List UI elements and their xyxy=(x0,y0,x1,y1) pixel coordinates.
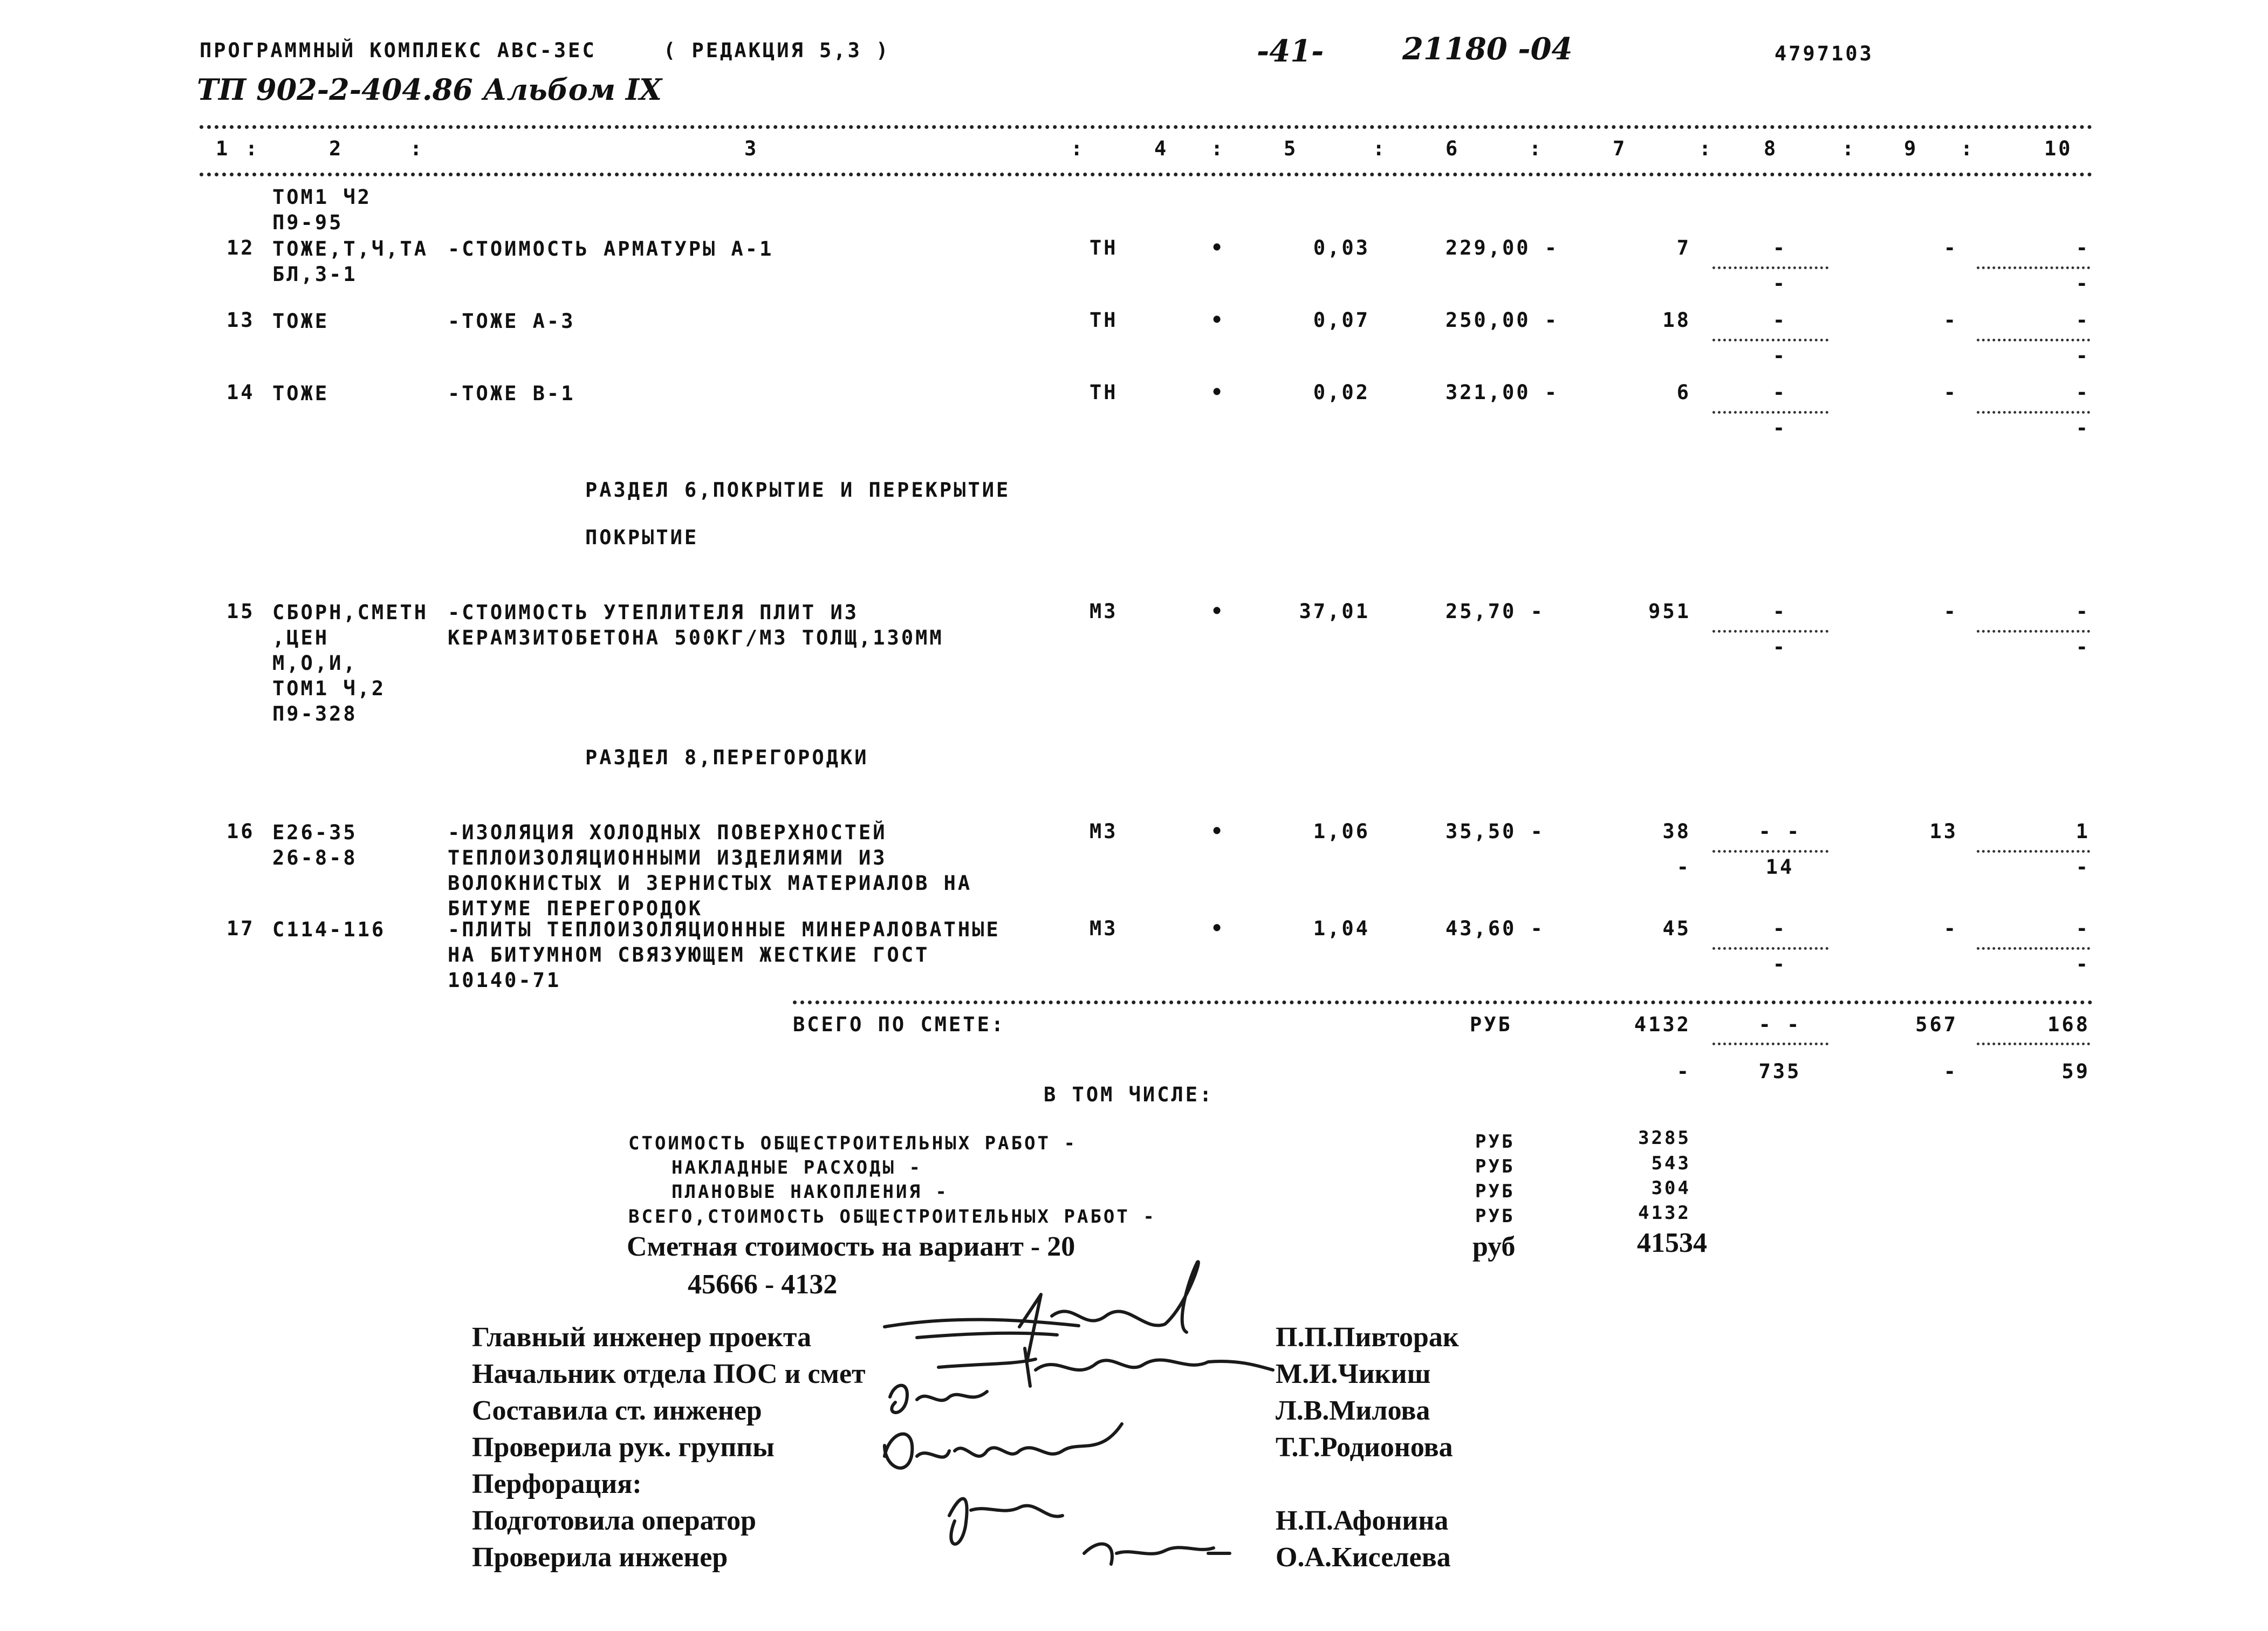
signature-role-perforation: Перфорация: xyxy=(472,1469,642,1499)
row-col7: 45 xyxy=(1662,917,1691,940)
row-unit-price: 35,50 - xyxy=(1445,820,1545,843)
variant-cost-unit: руб xyxy=(1472,1231,1516,1262)
column-header-2: 2 xyxy=(329,137,344,160)
summary-unit-overhead: РУБ xyxy=(1475,1156,1515,1177)
total-label: ВСЕГО ПО СМЕТЕ: xyxy=(793,1013,1006,1036)
row-quantity: 0,07 xyxy=(1313,309,1370,332)
row-unit: ТН xyxy=(1090,309,1118,332)
row-sub-col10: - xyxy=(2075,952,2090,976)
row-unit: ТН xyxy=(1090,381,1118,404)
column-separator: : xyxy=(245,137,260,160)
page-mark: -41- xyxy=(1257,33,1324,69)
signature-role-department-head: Начальник отдела ПОС и смет xyxy=(472,1359,866,1389)
row-col4-mark: • xyxy=(1211,309,1225,332)
total-sub-col10: 59 xyxy=(2061,1060,2090,1083)
row-reference: С114-116 xyxy=(272,918,386,941)
summary-value-total: 4132 xyxy=(1638,1202,1691,1224)
row-reference: Е26-35 26-8-8 xyxy=(272,821,358,869)
doc-number: 4797103 xyxy=(1774,42,1874,65)
row-col9: - xyxy=(1943,381,1958,404)
summary-value-planned: 304 xyxy=(1651,1177,1691,1199)
row-col7: 6 xyxy=(1676,381,1691,404)
total-sub-col8: 735 xyxy=(1758,1060,1801,1083)
column-separator: : xyxy=(1961,137,1975,160)
row-sub-col8: - xyxy=(1772,635,1787,659)
column-header-9: 9 xyxy=(1904,137,1918,160)
row-col8: - xyxy=(1772,381,1787,404)
row-col9: - xyxy=(1943,600,1958,623)
row-reference: ТОЖЕ xyxy=(272,382,330,405)
project-code: ТП 902-2-404.86 Альбом IX xyxy=(197,72,662,107)
row-number: 16 xyxy=(227,820,255,843)
row-col7: 951 xyxy=(1648,600,1691,623)
row-description: -СТОИМОСТЬ УТЕПЛИТЕЛЯ ПЛИТ ИЗ КЕРАМЗИТОБЕТОНА 500КГ/М3 ТОЛЩ,130ММ xyxy=(448,601,944,649)
signature-role-compiler: Составила ст. инженер xyxy=(472,1395,762,1426)
variant-cost-value: 41534 xyxy=(1637,1228,1707,1258)
variant-cost-label: Сметная стоимость на вариант - 20 xyxy=(627,1231,1075,1262)
summary-value-overhead: 543 xyxy=(1651,1153,1691,1174)
total-unit: РУБ xyxy=(1470,1013,1512,1036)
summary-unit-total: РУБ xyxy=(1475,1205,1515,1227)
doc-code: 21180 -04 xyxy=(1402,31,1573,67)
section-6-subtitle: ПОКРЫТИЕ xyxy=(585,526,699,549)
summary-line-overhead: НАКЛАДНЫЕ РАСХОДЫ - xyxy=(672,1157,922,1178)
row-sub-col10: - xyxy=(2075,635,2090,659)
column-header-1: 1 xyxy=(216,137,230,160)
row-sub-col10: - xyxy=(2075,855,2090,879)
total-col10: 168 xyxy=(2047,1013,2090,1036)
row-sub-col8: - xyxy=(1772,272,1787,295)
column-header-3: 3 xyxy=(744,137,759,160)
column-header-6: 6 xyxy=(1445,137,1460,160)
row-reference: СБОРН,СМЕТН ,ЦЕН М,О,И, ТОМ1 Ч,2 П9-328 xyxy=(272,601,429,725)
row-sub-col8: - xyxy=(1772,344,1787,367)
row-unit-price: 25,70 - xyxy=(1445,600,1545,623)
row-col9: - xyxy=(1943,236,1958,259)
row-description: -ТОЖЕ В-1 xyxy=(448,382,575,405)
row-col9: - xyxy=(1943,917,1958,940)
row-quantity: 1,04 xyxy=(1313,917,1370,940)
row-sub-col8: 14 xyxy=(1765,855,1794,879)
row-number: 13 xyxy=(227,309,255,332)
column-header-5: 5 xyxy=(1284,137,1298,160)
row-col10: - xyxy=(2075,236,2090,259)
row-quantity: 37,01 xyxy=(1299,600,1370,623)
summary-line-general: СТОИМОСТЬ ОБЩЕСТРОИТЕЛЬНЫХ РАБОТ - xyxy=(628,1133,1077,1154)
column-header-8: 8 xyxy=(1764,137,1778,160)
signature-checking-engineer xyxy=(1084,1544,1230,1564)
signature-chief-engineer xyxy=(885,1262,1198,1359)
row-col8: - xyxy=(1772,600,1787,623)
row-col4-mark: • xyxy=(1211,917,1225,940)
column-separator: : xyxy=(410,137,424,160)
signature-name-chief-engineer: П.П.Пивторак xyxy=(1276,1322,1459,1353)
row-col7: 18 xyxy=(1662,309,1691,332)
summary-line-total: ВСЕГО,СТОИМОСТЬ ОБЩЕСТРОИТЕЛЬНЫХ РАБОТ - xyxy=(628,1206,1156,1228)
signature-group-lead xyxy=(885,1424,1122,1468)
row-number: 15 xyxy=(227,600,255,623)
row-col8: - xyxy=(1772,917,1787,940)
section-6-title: РАЗДЕЛ 6,ПОКРЫТИЕ И ПЕРЕКРЫТИЕ xyxy=(585,478,1011,502)
row-quantity: 0,03 xyxy=(1313,236,1370,259)
calc-note: 45666 - 4132 xyxy=(688,1269,838,1300)
column-separator: : xyxy=(1529,137,1544,160)
row-unit-price: 229,00 - xyxy=(1445,236,1559,259)
row-col10: - xyxy=(2075,381,2090,404)
summary-value-general: 3285 xyxy=(1638,1127,1691,1149)
row-sub-col10: - xyxy=(2075,272,2090,295)
row-unit-price: 250,00 - xyxy=(1445,309,1559,332)
row-number: 14 xyxy=(227,381,255,404)
row-description: -ИЗОЛЯЦИЯ ХОЛОДНЫХ ПОВЕРХНОСТЕЙ ТЕПЛОИЗОЛЯЦИОННЫМИ ИЗДЕЛИЯМИ ИЗ ВОЛОКНИСТЫХ И ЗЕРНИСТЫХ МАТЕРИАЛОВ НА БИТУМЕ ПЕРЕГОРОДОК xyxy=(448,821,972,920)
row-col9: - xyxy=(1943,309,1958,332)
row-col10: - xyxy=(2075,309,2090,332)
signature-department-head xyxy=(938,1348,1273,1386)
row-description: -ТОЖЕ А-3 xyxy=(448,310,575,333)
total-sub-col9: - xyxy=(1943,1060,1958,1083)
summary-line-planned: ПЛАНОВЫЕ НАКОПЛЕНИЯ - xyxy=(672,1181,949,1203)
row-reference: ТОЖЕ,Т,Ч,ТА БЛ,3-1 xyxy=(272,237,429,286)
row-number: 17 xyxy=(227,917,255,940)
total-col8: - - xyxy=(1758,1013,1801,1036)
column-header-4: 4 xyxy=(1154,137,1169,160)
row-col8: - xyxy=(1772,236,1787,259)
signature-role-chief-engineer: Главный инженер проекта xyxy=(472,1322,812,1353)
row-sub-col10: - xyxy=(2075,344,2090,367)
row-sub-col8: - xyxy=(1772,416,1787,440)
row-unit: ТН xyxy=(1090,236,1118,259)
signature-name-checking-engineer: О.А.Киселева xyxy=(1276,1542,1451,1573)
row-col10: - xyxy=(2075,917,2090,940)
row-col4-mark: • xyxy=(1211,820,1225,843)
row-quantity: 1,06 xyxy=(1313,820,1370,843)
total-col9: 567 xyxy=(1915,1013,1958,1036)
row-sub-col10: - xyxy=(2075,416,2090,440)
program-title: ПРОГРАММНЫЙ КОМПЛЕКС АВС-3ЕС xyxy=(200,39,597,62)
row-unit-price: 43,60 - xyxy=(1445,917,1545,940)
row-quantity: 0,02 xyxy=(1313,381,1370,404)
column-header-10: 10 xyxy=(2044,137,2073,160)
column-separator: : xyxy=(1373,137,1387,160)
signature-role-checking-engineer: Проверила инженер xyxy=(472,1542,728,1573)
signature-name-operator: Н.П.Афонина xyxy=(1276,1505,1449,1536)
column-separator: : xyxy=(1071,137,1085,160)
row-col8: - - xyxy=(1758,820,1801,843)
row-description: -СТОИМОСТЬ АРМАТУРЫ А-1 xyxy=(448,237,774,261)
signature-role-operator: Подготовила оператор xyxy=(472,1505,757,1536)
row-sub-col7: - xyxy=(1676,855,1691,879)
row-col9: 13 xyxy=(1929,820,1958,843)
signature-operator xyxy=(949,1499,1063,1544)
row-col8: - xyxy=(1772,309,1787,332)
signature-compiler xyxy=(890,1386,987,1413)
row-unit: М3 xyxy=(1090,600,1118,623)
summary-unit-general: РУБ xyxy=(1475,1131,1515,1153)
section-8-title: РАЗДЕЛ 8,ПЕРЕГОРОДКИ xyxy=(585,746,869,769)
pre-row-reference: ТОМ1 Ч2 П9-95 xyxy=(272,186,372,234)
row-col4-mark: • xyxy=(1211,236,1225,259)
row-description: -ПЛИТЫ ТЕПЛОИЗОЛЯЦИОННЫЕ МИНЕРАЛОВАТНЫЕ НА БИТУМНОМ СВЯЗУЮЩЕМ ЖЕСТКИЕ ГОСТ 10140-71 xyxy=(448,918,1001,992)
column-header-7: 7 xyxy=(1613,137,1627,160)
column-separator: : xyxy=(1699,137,1714,160)
column-separator: : xyxy=(1842,137,1856,160)
row-unit-price: 321,00 - xyxy=(1445,381,1559,404)
column-separator: : xyxy=(1211,137,1225,160)
row-reference: ТОЖЕ xyxy=(272,310,330,333)
row-col10: 1 xyxy=(2075,820,2090,843)
row-col10: - xyxy=(2075,600,2090,623)
signature-name-group-lead: Т.Г.Родионова xyxy=(1276,1432,1453,1463)
row-col4-mark: • xyxy=(1211,600,1225,623)
total-sub-col7: - xyxy=(1676,1060,1691,1083)
signature-name-department-head: М.И.Чикиш xyxy=(1276,1359,1431,1389)
including-label: В ТОМ ЧИСЛЕ: xyxy=(1044,1083,1214,1106)
row-unit: М3 xyxy=(1090,820,1118,843)
row-number: 12 xyxy=(227,236,255,259)
row-col7: 38 xyxy=(1662,820,1691,843)
row-unit: М3 xyxy=(1090,917,1118,940)
row-sub-col8: - xyxy=(1772,952,1787,976)
total-col7: 4132 xyxy=(1634,1013,1691,1036)
signature-role-group-lead: Проверила рук. группы xyxy=(472,1432,775,1463)
signature-name-compiler: Л.В.Милова xyxy=(1276,1395,1430,1426)
row-col7: 7 xyxy=(1676,236,1691,259)
row-col4-mark: • xyxy=(1211,381,1225,404)
edition-label: ( РЕДАКЦИЯ 5,3 ) xyxy=(663,39,890,62)
summary-unit-planned: РУБ xyxy=(1475,1181,1515,1202)
